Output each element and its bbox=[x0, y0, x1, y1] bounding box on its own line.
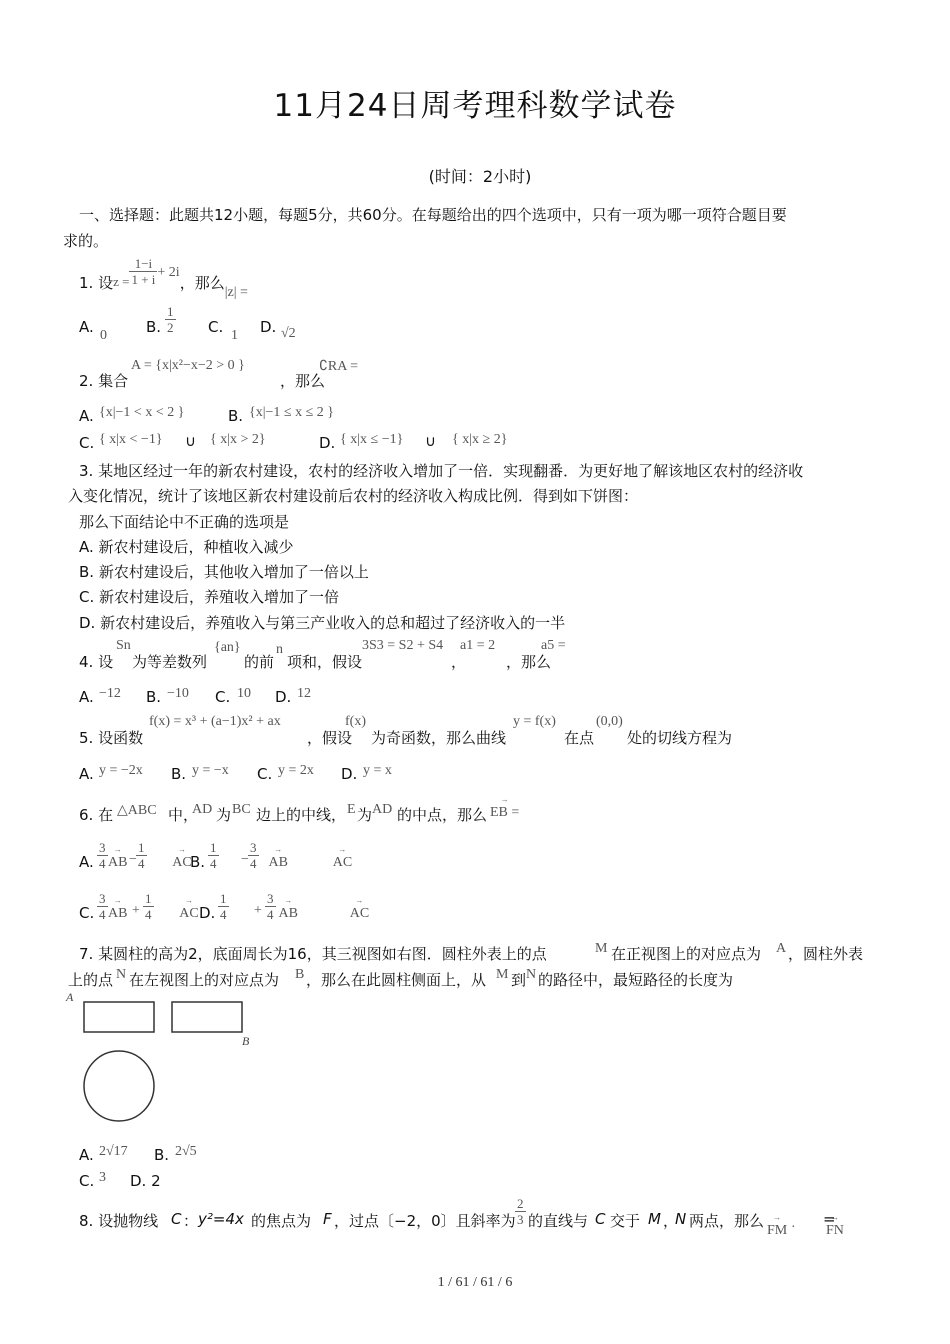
section-heading-cont: 求的。 bbox=[63, 232, 109, 250]
side-view-rect bbox=[172, 1002, 242, 1032]
question-6-options-cd: C. $\frac{3}{4}$ → AB + $\frac{1}{4}$ → AC D. $\frac{1}{4}$ → AB + $\frac{3}{4}$ → AC bbox=[79, 889, 171, 933]
question-6-options-ab: A. $\frac{3}{4}$ → AB − $\frac{1}{4}$ → AC B. $\frac{1}{4}$ → AB − $\frac{3}{4}$ → AC bbox=[79, 838, 171, 882]
figure-label-b: B bbox=[242, 1034, 250, 1048]
page-footer: 1 / 61 / 61 / 6 bbox=[437, 1275, 513, 1290]
top-view-circle bbox=[84, 1051, 154, 1121]
exam-duration: (时间：2小时) bbox=[428, 167, 532, 186]
question-8: 8. 设抛物线 C ： y²=4x 的焦点为 F ，过点〔−2，0〕且斜率为 $\frac{2}{3}$ 的直线与 C 交于 M ， N 两点，那么 → FM · → FN = bbox=[79, 1196, 879, 1240]
fraction: $\frac{1-i}{1 + i}$ bbox=[131, 256, 156, 287]
question-7-cont: 上的点 N 在左视图上的对应点为 B ，那么在此圆柱侧面上，从 M 到 N 的路径中，最短路径的长度为 bbox=[68, 967, 734, 989]
question-3-option-d: D. 新农村建设后，养殖收入与第三产业收入的总和超过了经济收入的一半 bbox=[79, 614, 566, 632]
front-view-rect bbox=[84, 1002, 154, 1032]
vector-eb: → EB = bbox=[490, 805, 519, 821]
question-3-option-c: C. 新农村建设后，养殖收入增加了一倍 bbox=[79, 588, 340, 606]
option-d: D. bbox=[260, 318, 277, 336]
question-3-option-a: A. 新农村建设后，种植收入减少 bbox=[79, 538, 294, 556]
question-1: 1. 设z = $\frac{1-i}{1 + i}$ + 2i，那么|z| = bbox=[79, 256, 248, 300]
three-view-figure bbox=[60, 990, 270, 1130]
question-3-option-b: B. 新农村建设后，其他收入增加了一倍以上 bbox=[79, 563, 369, 581]
option-c: C. bbox=[208, 318, 224, 336]
page-title: 11月24日周考理科数学试卷 bbox=[273, 88, 677, 124]
option-a: A. bbox=[79, 318, 94, 336]
question-3: 3. 某地区经过一年的新农村建设，农村的经济收入增加了一倍．实现翻番．为更好地了解该地区农村的经济收 bbox=[79, 462, 804, 480]
section-heading: 一、选择题：此题共12小题，每题5分，共60分。在每题给出的四个选项中，只有一项为哪一项符合题目要 bbox=[79, 206, 787, 224]
question-6: 6. 在 △ABC 中， AD 为 BC 边上的中线， E 为 AD 的中点，那么 → EB = bbox=[79, 800, 108, 828]
figure-label-a: A bbox=[66, 990, 74, 1004]
option-b: B. bbox=[146, 318, 162, 336]
